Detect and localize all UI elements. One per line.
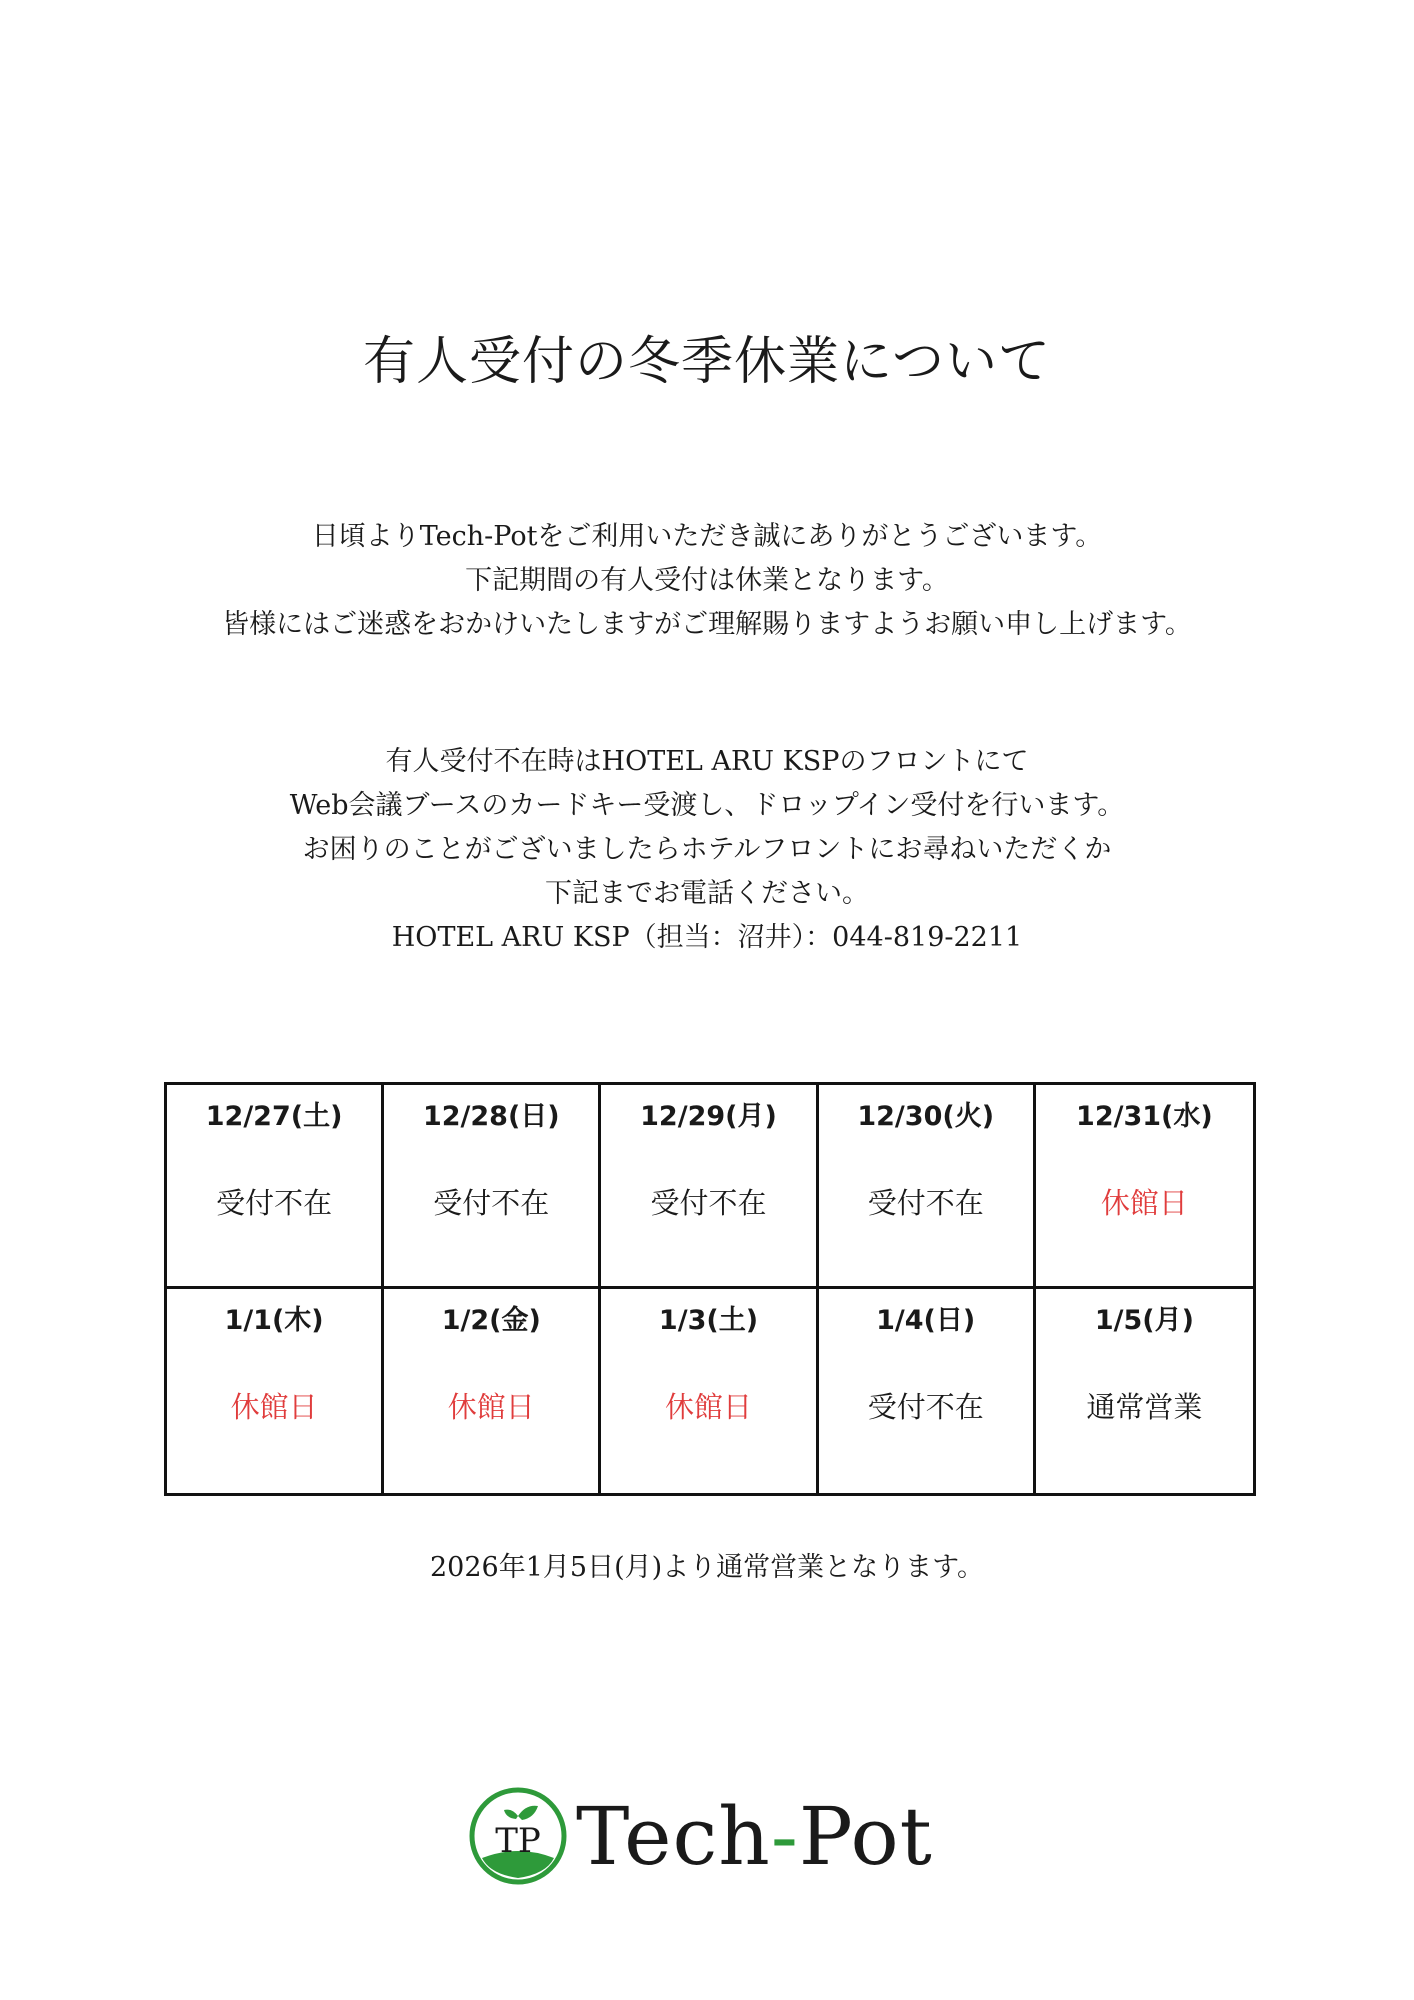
info-line: 下記までお電話ください。	[545, 878, 869, 909]
schedule-status: 通常営業	[1086, 1390, 1203, 1424]
schedule-date: 12/30(火)	[857, 1101, 995, 1132]
schedule-cell	[819, 1085, 1036, 1289]
schedule-status: 受付不在	[433, 1186, 550, 1220]
schedule-table	[164, 1082, 1256, 1496]
schedule-date: 12/31(水)	[1076, 1101, 1213, 1132]
schedule-date: 1/2(金)	[441, 1305, 541, 1336]
intro-line: 皆様にはご迷惑をおかけいたしますがご理解賜りますようお願い申し上げます。	[222, 609, 1192, 640]
intro-line: 日頃よりTech-Potをご利用いただき誠にありがとうございます。	[311, 521, 1103, 552]
info-paragraph	[0, 740, 1414, 960]
brand-name-part1: Tech	[576, 1790, 771, 1883]
schedule-cell	[384, 1289, 601, 1493]
schedule-cell	[1036, 1085, 1253, 1289]
schedule-status: 休館日	[447, 1390, 535, 1424]
schedule-status: 受付不在	[216, 1186, 333, 1220]
intro-paragraph	[0, 515, 1414, 647]
schedule-status: 休館日	[1100, 1186, 1188, 1220]
resume-notice: 2026年1月5日(月)より通常営業となります。	[430, 1552, 984, 1583]
schedule-date: 12/27(土)	[205, 1101, 343, 1132]
schedule-cell	[384, 1085, 601, 1289]
brand-wordmark	[576, 1782, 933, 1892]
schedule-cell	[601, 1289, 818, 1493]
brand-name-dash: -	[770, 1790, 799, 1883]
schedule-status: 休館日	[664, 1390, 752, 1424]
schedule-cell	[167, 1085, 384, 1289]
schedule-status: 受付不在	[867, 1186, 984, 1220]
schedule-status: 受付不在	[650, 1186, 767, 1220]
schedule-date: 1/3(土)	[658, 1305, 759, 1336]
logo-letters: TP	[495, 1821, 541, 1861]
info-line: 有人受付不在時はHOTEL ARU KSPのフロントにて	[385, 746, 1029, 777]
schedule-date: 12/28(日)	[422, 1101, 560, 1132]
schedule-date: 12/29(月)	[640, 1101, 777, 1132]
schedule-date: 1/1(木)	[224, 1305, 324, 1336]
page-title: 有人受付の冬季休業について	[363, 332, 1051, 392]
brand-name-part2: Pot	[798, 1790, 933, 1883]
contact-line: HOTEL ARU KSP（担当：沼井）：044-819-2211	[391, 922, 1023, 953]
brand-logo	[468, 1782, 968, 1892]
schedule-date: 1/5(月)	[1094, 1305, 1194, 1336]
schedule-cell	[167, 1289, 384, 1493]
schedule-cell	[819, 1289, 1036, 1493]
intro-line: 下記期間の有人受付は休業となります。	[465, 565, 949, 596]
tech-pot-logo-icon	[468, 1786, 568, 1886]
info-line: Web会議ブースのカードキー受渡し、ドロップイン受付を行います。	[289, 790, 1125, 821]
info-line: お困りのことがございましたらホテルフロントにお尋ねいただくか	[302, 834, 1112, 865]
schedule-cell	[1036, 1289, 1253, 1493]
schedule-status: 休館日	[230, 1390, 318, 1424]
schedule-status: 受付不在	[867, 1390, 984, 1424]
schedule-cell	[601, 1085, 818, 1289]
schedule-date: 1/4(日)	[876, 1305, 976, 1336]
